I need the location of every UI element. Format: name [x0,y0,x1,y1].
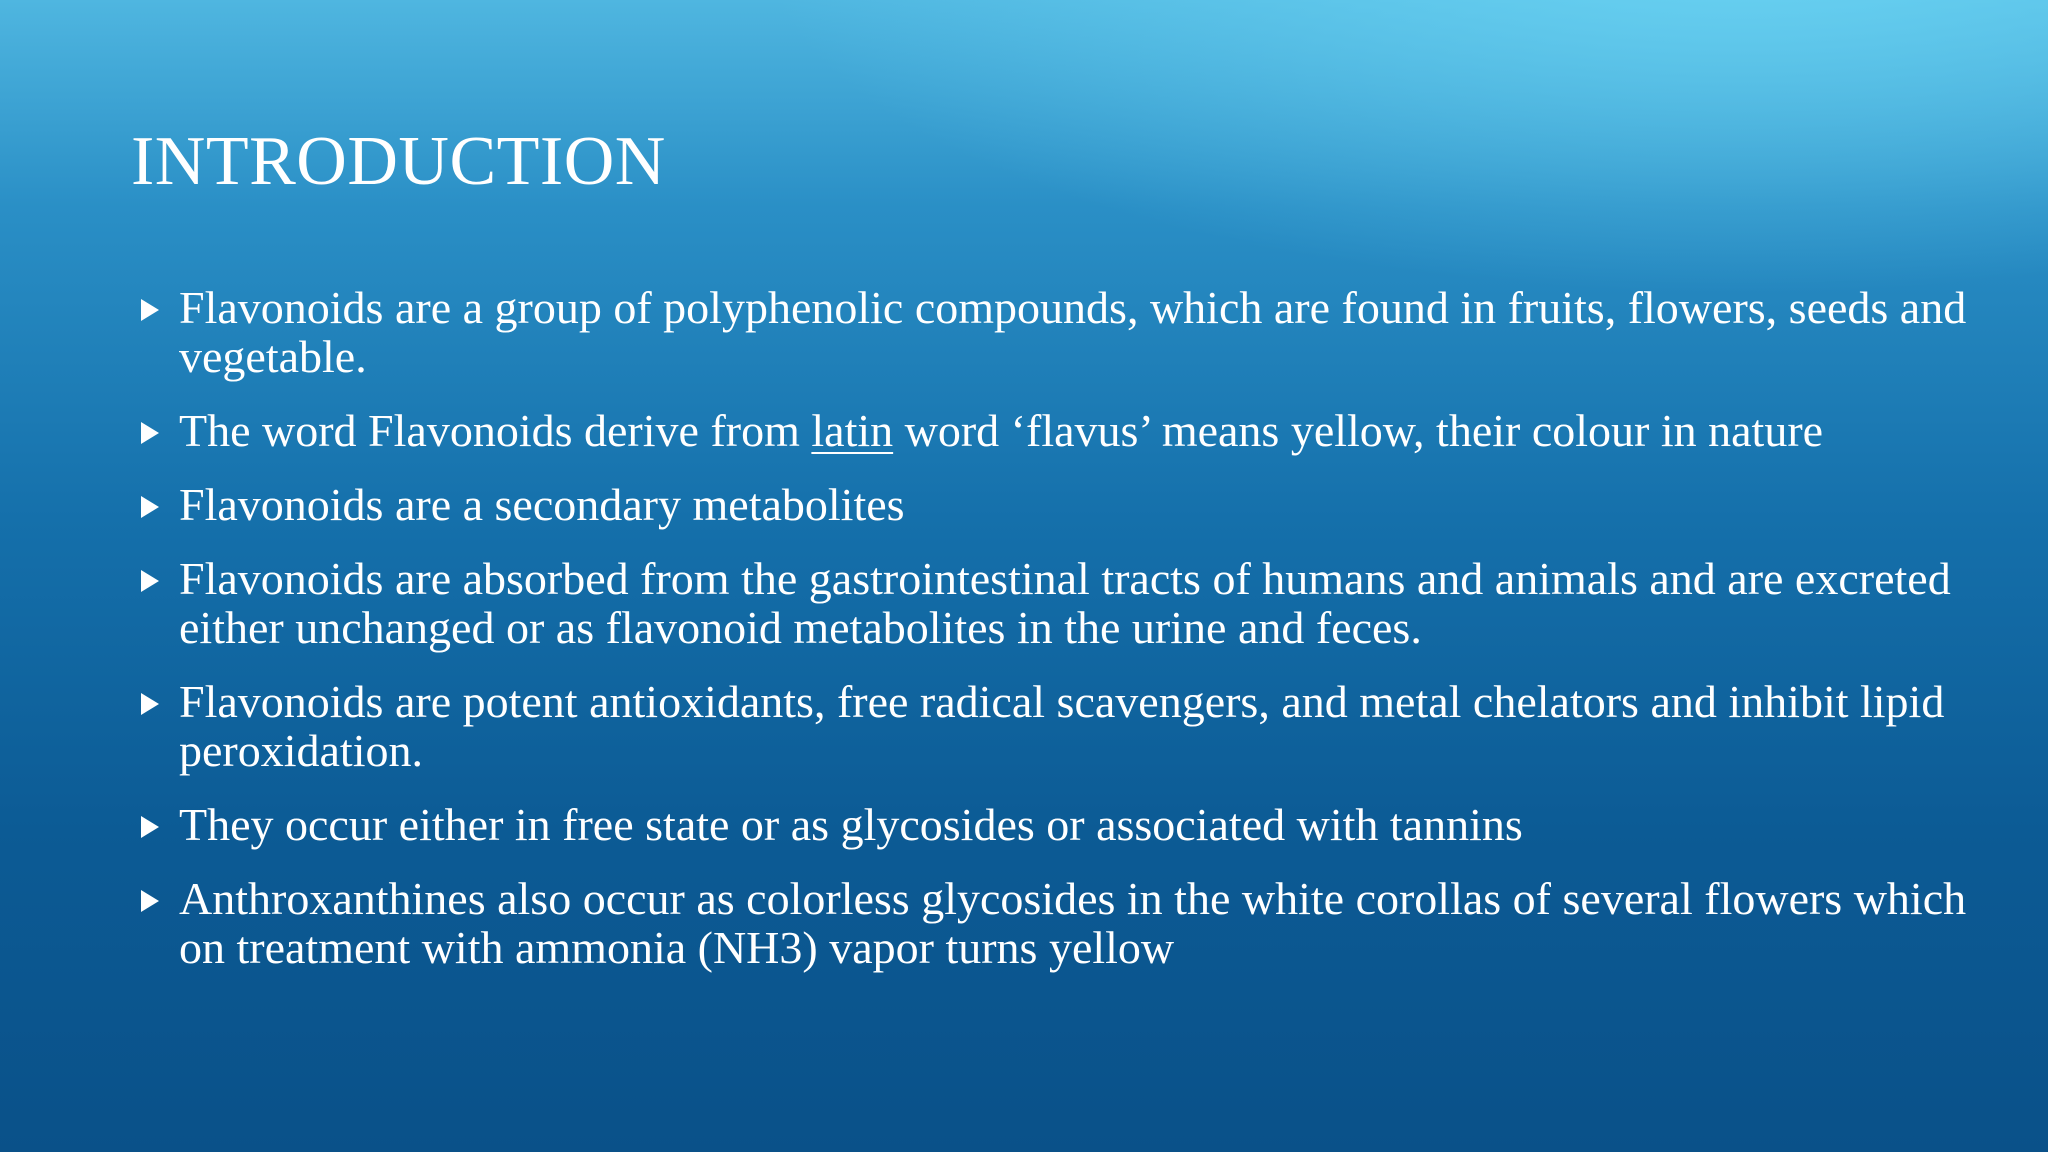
bullet-item [137,554,1967,652]
triangle-right-icon [141,496,159,518]
bullet-text: Anthroxanthines also occur as colorless glycosides in the white corollas of several flowers which on treatment with ammonia (NH3) vapor turns yellow [179,873,1967,973]
bullet-list [137,283,1967,997]
triangle-right-icon [141,816,159,838]
bullet-text: Flavonoids are absorbed from the gastrointestinal tracts of humans and animals and are excreted either unchanged or as flavonoid metabolites in the urine and feces. [179,553,1951,653]
triangle-right-icon [141,570,159,592]
slide-title: INTRODUCTION [131,123,666,200]
triangle-right-icon [141,422,159,444]
triangle-right-icon [141,890,159,912]
bullet-text: Flavonoids are a secondary metabolites [179,479,905,530]
underlined-word: latin [811,405,894,456]
triangle-right-icon [141,693,159,715]
bullet-item [137,874,1967,972]
bullet-text: Flavonoids are potent antioxidants, free radical scavengers, and metal chelators and inhibit lipid peroxidation. [179,676,1945,776]
bullet-text [179,405,1823,456]
triangle-right-icon [141,299,159,321]
bullet-item [137,677,1967,775]
bullet-item [137,283,1967,381]
bullet-text-after: word ‘flavus’ means yellow, their colour in nature [893,405,1824,456]
bullet-item [137,800,1967,849]
bullet-item [137,406,1967,455]
bullet-text-before: The word Flavonoids derive from [179,405,812,456]
bullet-text: They occur either in free state or as glycosides or associated with tannins [179,799,1523,850]
bullet-item [137,480,1967,529]
bullet-text: Flavonoids are a group of polyphenolic compounds, which are found in fruits, flowers, seeds and vegetable. [179,282,1967,382]
